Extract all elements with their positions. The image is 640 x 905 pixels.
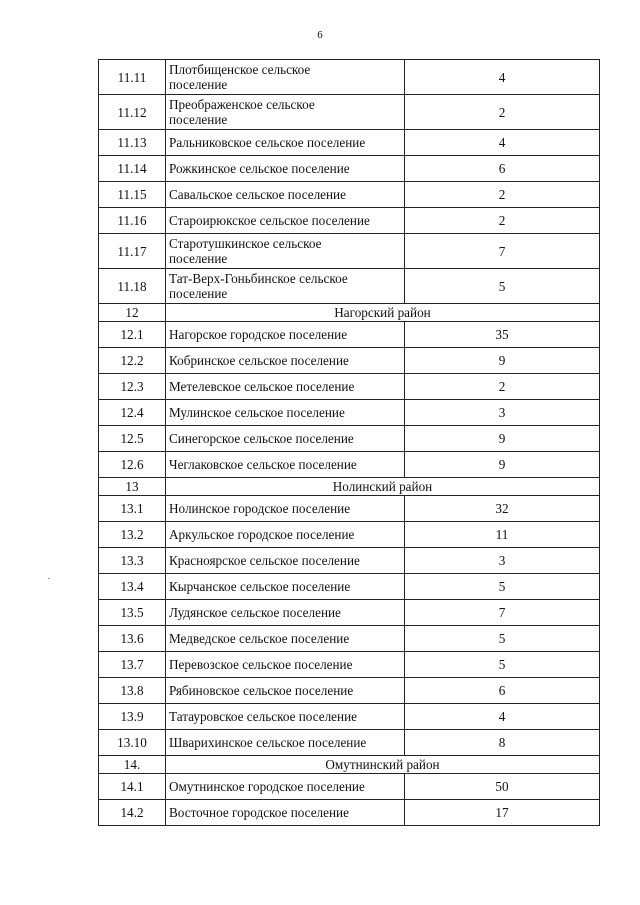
- settlement-value: 2: [405, 208, 600, 234]
- settlement-name-line: Рябиновское сельское поселение: [169, 683, 354, 698]
- table-row: [99, 548, 600, 574]
- settlement-name: [166, 452, 405, 478]
- settlement-name-line: поселение: [169, 112, 228, 127]
- settlement-name: [166, 374, 405, 400]
- row-number: 12.5: [99, 426, 166, 452]
- settlement-name: [166, 652, 405, 678]
- settlement-value: 4: [405, 704, 600, 730]
- settlement-name-line: Нагорское городское поселение: [169, 327, 348, 342]
- table-row: [99, 574, 600, 600]
- district-number: 14.: [99, 756, 166, 774]
- settlement-name-line: поселение: [169, 77, 228, 92]
- table-row: [99, 130, 600, 156]
- district-number: 12: [99, 304, 166, 322]
- table-row: [99, 322, 600, 348]
- settlement-value: 32: [405, 496, 600, 522]
- settlement-name-line: Мулинское сельское поселение: [169, 405, 345, 420]
- settlement-name: [166, 234, 405, 269]
- scan-speck: [48, 578, 50, 579]
- row-number: 13.1: [99, 496, 166, 522]
- row-number: 11.13: [99, 130, 166, 156]
- settlement-name: [166, 548, 405, 574]
- table-row: [99, 678, 600, 704]
- table-row: [99, 730, 600, 756]
- settlement-value: 9: [405, 452, 600, 478]
- table-row: [99, 522, 600, 548]
- district-header-row: [99, 304, 600, 322]
- row-number: 11.11: [99, 60, 166, 95]
- settlement-value: 4: [405, 130, 600, 156]
- settlement-name: [166, 322, 405, 348]
- settlement-name-line: Староирюкское сельское поселение: [169, 213, 370, 228]
- row-number: 12.1: [99, 322, 166, 348]
- row-number: 13.7: [99, 652, 166, 678]
- settlement-value: 7: [405, 234, 600, 269]
- table-row: [99, 156, 600, 182]
- district-title: Омутнинский район: [166, 756, 600, 774]
- settlement-value: 11: [405, 522, 600, 548]
- settlement-name-line: Плотбищенское сельское: [169, 62, 311, 77]
- settlement-name-line: Восточное городское поселение: [169, 805, 349, 820]
- table-row: [99, 374, 600, 400]
- settlement-name: [166, 95, 405, 130]
- settlement-name-line: Шварихинское сельское поселение: [169, 735, 367, 750]
- row-number: 12.3: [99, 374, 166, 400]
- row-number: 13.4: [99, 574, 166, 600]
- settlement-name: [166, 156, 405, 182]
- table-row: [99, 652, 600, 678]
- district-title: Нагорский район: [166, 304, 600, 322]
- settlement-value: 6: [405, 156, 600, 182]
- settlement-name: [166, 522, 405, 548]
- settlement-value: 2: [405, 95, 600, 130]
- settlement-name: [166, 574, 405, 600]
- settlement-name: [166, 678, 405, 704]
- district-header-row: [99, 756, 600, 774]
- settlement-name-line: Лудянское сельское поселение: [169, 605, 341, 620]
- settlement-value: 8: [405, 730, 600, 756]
- table-row: [99, 95, 600, 130]
- settlement-name-line: Старотушкинское сельское: [169, 236, 322, 251]
- settlement-name: [166, 130, 405, 156]
- settlement-name-line: поселение: [169, 251, 228, 266]
- settlement-name-line: Синегорское сельское поселение: [169, 431, 354, 446]
- table-row: [99, 234, 600, 269]
- settlement-name-line: Рожкинское сельское поселение: [169, 161, 350, 176]
- row-number: 12.2: [99, 348, 166, 374]
- settlement-name: [166, 400, 405, 426]
- settlement-value: 5: [405, 574, 600, 600]
- row-number: 13.8: [99, 678, 166, 704]
- table-row: [99, 452, 600, 478]
- settlement-value: 7: [405, 600, 600, 626]
- row-number: 13.2: [99, 522, 166, 548]
- settlement-name: [166, 600, 405, 626]
- row-number: 13.6: [99, 626, 166, 652]
- district-header-row: [99, 478, 600, 496]
- district-number: 13: [99, 478, 166, 496]
- settlement-value: 3: [405, 400, 600, 426]
- settlement-name-line: Метелевское сельское поселение: [169, 379, 355, 394]
- page-number: 6: [317, 29, 323, 41]
- table-row: [99, 208, 600, 234]
- settlement-name: [166, 626, 405, 652]
- settlement-value: 35: [405, 322, 600, 348]
- row-number: 11.18: [99, 269, 166, 304]
- row-number: 11.17: [99, 234, 166, 269]
- table-row: [99, 774, 600, 800]
- settlement-name-line: Медведское сельское поселение: [169, 631, 350, 646]
- settlement-name-line: Перевозское сельское поселение: [169, 657, 353, 672]
- settlement-name-line: Савальское сельское поселение: [169, 187, 346, 202]
- settlement-name-line: Преображенское сельское: [169, 97, 315, 112]
- row-number: 11.12: [99, 95, 166, 130]
- settlement-name-line: Красноярское сельское поселение: [169, 553, 360, 568]
- settlement-name: [166, 269, 405, 304]
- table-row: [99, 496, 600, 522]
- settlement-name: [166, 182, 405, 208]
- settlement-name-line: Ральниковское сельское поселение: [169, 135, 366, 150]
- settlement-name-line: Тат-Верх-Гоньбинское сельское: [169, 271, 348, 286]
- settlement-name-line: Аркульское городское поселение: [169, 527, 355, 542]
- table-row: [99, 348, 600, 374]
- settlement-name-line: Кырчанское сельское поселение: [169, 579, 351, 594]
- table-row: [99, 626, 600, 652]
- row-number: 14.1: [99, 774, 166, 800]
- settlement-value: 5: [405, 626, 600, 652]
- settlement-value: 2: [405, 374, 600, 400]
- settlement-name-line: Чеглаковское сельское поселение: [169, 457, 357, 472]
- settlement-value: 2: [405, 182, 600, 208]
- settlement-name-line: Кобринское сельское поселение: [169, 353, 349, 368]
- settlement-name: [166, 800, 405, 826]
- table-row: [99, 60, 600, 95]
- table-row: [99, 600, 600, 626]
- table-row: [99, 269, 600, 304]
- settlement-value: 5: [405, 652, 600, 678]
- row-number: 14.2: [99, 800, 166, 826]
- settlement-value: 50: [405, 774, 600, 800]
- row-number: 12.4: [99, 400, 166, 426]
- row-number: 12.6: [99, 452, 166, 478]
- settlement-value: 5: [405, 269, 600, 304]
- district-title: Нолинский район: [166, 478, 600, 496]
- settlement-name: [166, 426, 405, 452]
- settlement-value: 9: [405, 348, 600, 374]
- settlement-value: 17: [405, 800, 600, 826]
- settlement-name: [166, 496, 405, 522]
- table-row: [99, 400, 600, 426]
- settlement-name-line: Татауровское сельское поселение: [169, 709, 357, 724]
- settlement-value: 4: [405, 60, 600, 95]
- settlement-name: [166, 730, 405, 756]
- settlement-value: 6: [405, 678, 600, 704]
- row-number: 13.9: [99, 704, 166, 730]
- settlement-value: 9: [405, 426, 600, 452]
- table-row: [99, 800, 600, 826]
- table-body: [99, 60, 600, 826]
- settlement-name-line: Омутнинское городское поселение: [169, 779, 365, 794]
- settlement-name: [166, 704, 405, 730]
- table-row: [99, 704, 600, 730]
- table-row: [99, 426, 600, 452]
- row-number: 13.3: [99, 548, 166, 574]
- row-number: 11.15: [99, 182, 166, 208]
- table-row: [99, 182, 600, 208]
- settlement-name: [166, 348, 405, 374]
- row-number: 13.10: [99, 730, 166, 756]
- settlement-name: [166, 774, 405, 800]
- settlement-name: [166, 60, 405, 95]
- settlement-name: [166, 208, 405, 234]
- settlement-name-line: поселение: [169, 286, 228, 301]
- settlements-table: [98, 59, 600, 826]
- settlement-value: 3: [405, 548, 600, 574]
- row-number: 11.14: [99, 156, 166, 182]
- row-number: 13.5: [99, 600, 166, 626]
- row-number: 11.16: [99, 208, 166, 234]
- settlement-name-line: Нолинское городское поселение: [169, 501, 351, 516]
